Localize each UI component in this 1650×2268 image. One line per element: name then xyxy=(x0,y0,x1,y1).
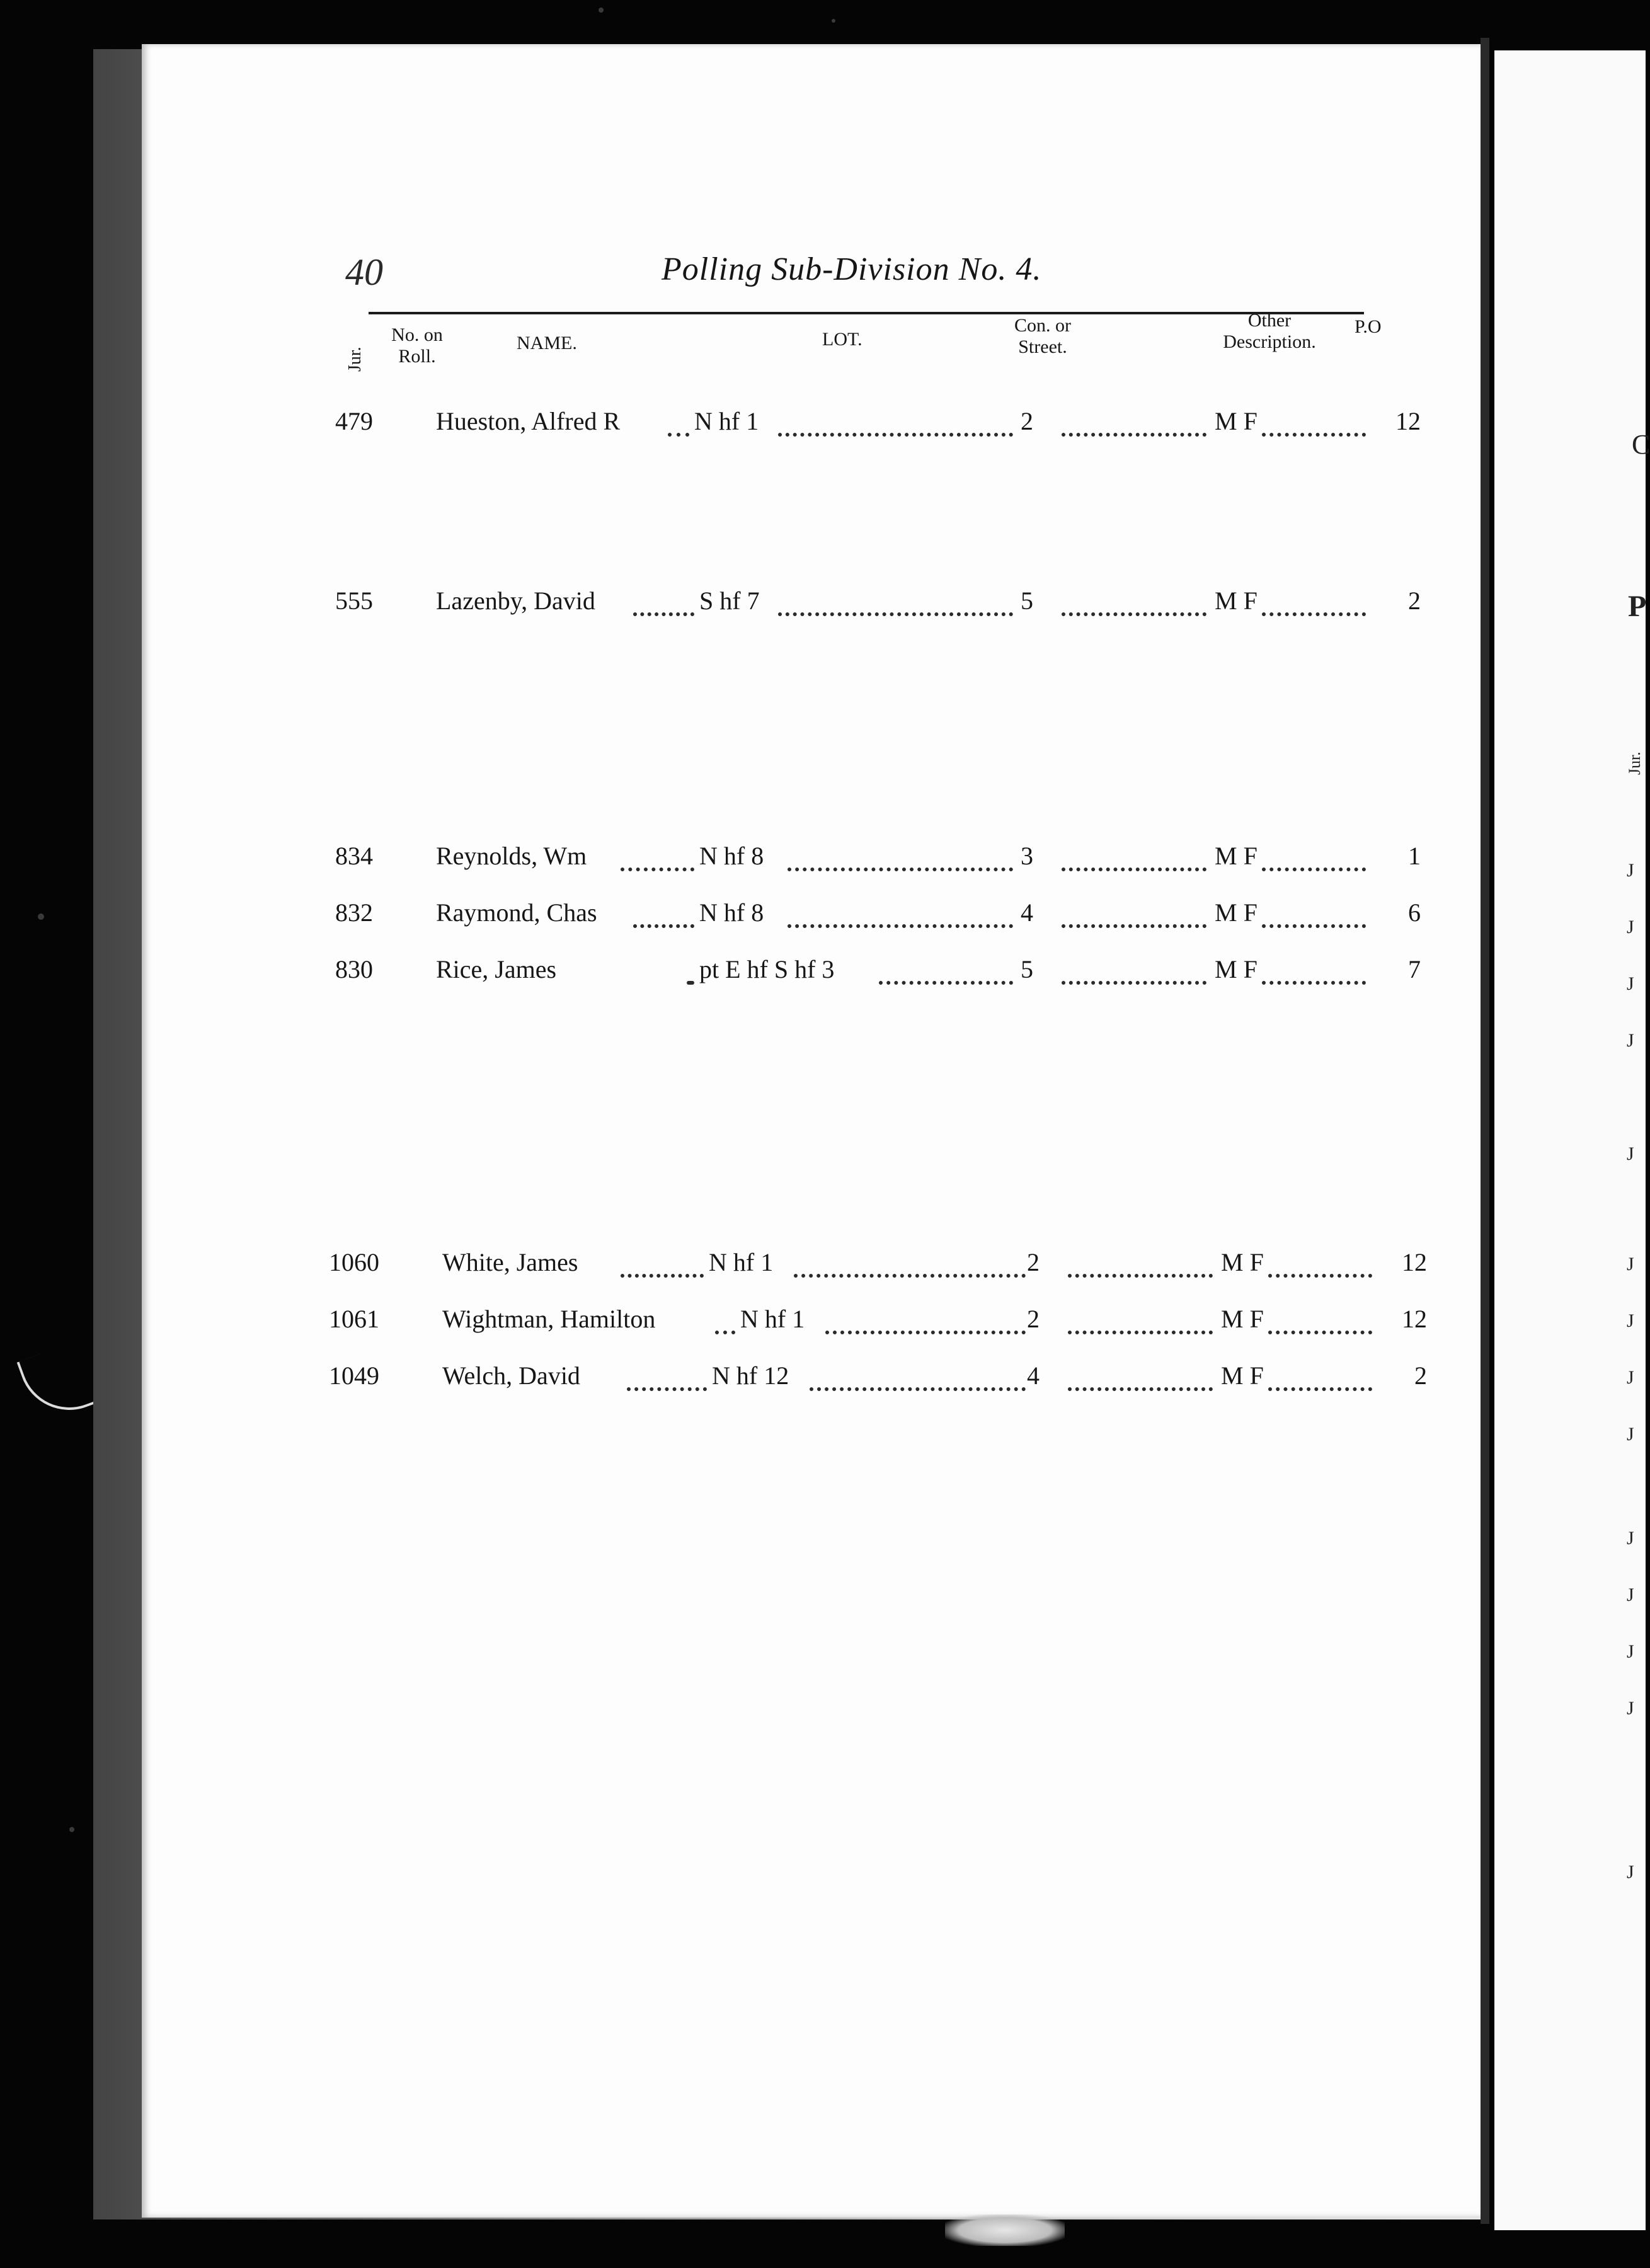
roll-number: 1061 xyxy=(329,1305,379,1333)
lot: N hf 8 xyxy=(699,842,764,870)
binding-smudge xyxy=(945,2214,1065,2246)
adjacent-page-letter: J xyxy=(1627,1584,1634,1605)
leader-dots xyxy=(879,981,1013,985)
other-description: M F xyxy=(1221,1361,1264,1390)
roll-number: 832 xyxy=(335,898,373,927)
voter-row xyxy=(0,406,1646,444)
leader-dots xyxy=(1268,1331,1372,1334)
post-office: 12 xyxy=(1402,1248,1427,1276)
leader-dots xyxy=(778,612,1013,616)
voter-name: Wightman, Hamilton xyxy=(442,1305,656,1333)
column-heading-roll-line1: No. on xyxy=(391,324,443,345)
lot: N hf 8 xyxy=(699,898,764,927)
voter-row xyxy=(0,841,1646,879)
column-heading-description-line1: Other xyxy=(1247,310,1292,331)
adjacent-page-letter: Jur. xyxy=(1625,752,1644,775)
column-heading-description xyxy=(1197,310,1342,353)
roll-number: 830 xyxy=(335,955,373,983)
leader-dots xyxy=(1062,433,1206,437)
leader-dots xyxy=(1062,981,1206,985)
leader-dots xyxy=(1262,433,1366,437)
leader-dots xyxy=(1262,612,1366,616)
other-description: M F xyxy=(1215,955,1258,983)
column-heading-con-line2: Street. xyxy=(1018,336,1067,357)
leader-dots xyxy=(1262,868,1366,871)
post-office: 12 xyxy=(1402,1305,1427,1333)
concession: 5 xyxy=(1021,955,1033,983)
page-gutter xyxy=(1481,38,1489,2224)
leader-dots xyxy=(1262,924,1366,928)
other-description: M F xyxy=(1215,407,1258,435)
voter-row xyxy=(0,1361,1646,1399)
concession: 2 xyxy=(1027,1305,1040,1333)
voter-row xyxy=(0,1304,1646,1342)
voter-row xyxy=(0,1247,1646,1285)
adjacent-page-letter: J xyxy=(1627,1030,1634,1051)
roll-number: 479 xyxy=(335,407,373,435)
voter-name: Hueston, Alfred R xyxy=(436,407,621,435)
leader-dots xyxy=(687,981,694,985)
leader-dots xyxy=(1062,868,1206,871)
leader-dots xyxy=(633,612,694,616)
lot: N hf 1 xyxy=(740,1305,805,1333)
column-heading-jur: Jur. xyxy=(345,346,365,372)
leader-dots xyxy=(810,1387,1026,1391)
leader-dots xyxy=(715,1331,735,1334)
roll-number: 1049 xyxy=(329,1361,379,1390)
other-description: M F xyxy=(1215,587,1258,615)
post-office: 2 xyxy=(1408,587,1421,615)
leader-dots xyxy=(668,433,689,437)
post-office: 6 xyxy=(1408,898,1421,927)
concession: 2 xyxy=(1021,407,1033,435)
adjacent-page-letter: P xyxy=(1628,590,1647,623)
adjacent-page-letter: J xyxy=(1627,1424,1634,1445)
post-office: 1 xyxy=(1408,842,1421,870)
roll-number: 555 xyxy=(335,587,373,615)
column-heading-roll xyxy=(373,324,461,367)
voter-row xyxy=(0,954,1646,992)
adjacent-page-letter: J xyxy=(1627,973,1634,994)
leader-dots xyxy=(1068,1274,1213,1278)
lot: N hf 12 xyxy=(712,1361,789,1390)
leader-dots xyxy=(825,1331,1026,1334)
scan-speck xyxy=(69,1827,74,1832)
column-heading-description-line2: Description. xyxy=(1223,331,1316,352)
other-description: M F xyxy=(1221,1248,1264,1276)
scan-speck xyxy=(599,8,604,13)
voter-name: Rice, James xyxy=(436,955,557,983)
concession: 2 xyxy=(1027,1248,1040,1276)
adjacent-page-letter: J xyxy=(1627,1641,1634,1662)
roll-number: 834 xyxy=(335,842,373,870)
leader-dots xyxy=(621,1274,704,1278)
leader-dots xyxy=(1068,1331,1213,1334)
adjacent-page-letter: J xyxy=(1627,1862,1634,1882)
other-description: M F xyxy=(1215,898,1258,927)
column-heading-con-line1: Con. or xyxy=(1014,315,1071,336)
concession: 4 xyxy=(1021,898,1033,927)
adjacent-page xyxy=(1494,50,1650,2230)
leader-dots xyxy=(1268,1274,1372,1278)
column-heading-name: NAME. xyxy=(517,333,577,353)
column-heading-po: P.O xyxy=(1355,316,1382,337)
adjacent-page-letter: J xyxy=(1627,860,1634,881)
adjacent-page-letter: J xyxy=(1627,917,1634,937)
leader-dots xyxy=(788,868,1013,871)
voter-name: Lazenby, David xyxy=(436,587,595,615)
post-office: 7 xyxy=(1408,955,1421,983)
post-office: 2 xyxy=(1414,1361,1427,1390)
running-head: Polling Sub-Division No. 4. xyxy=(662,251,1042,287)
voter-name: White, James xyxy=(442,1248,578,1276)
other-description: M F xyxy=(1215,842,1258,870)
concession: 4 xyxy=(1027,1361,1040,1390)
voter-name: Welch, David xyxy=(442,1361,580,1390)
adjacent-page-letter: C xyxy=(1632,429,1650,460)
page-number: 40 xyxy=(345,251,383,293)
concession: 3 xyxy=(1021,842,1033,870)
adjacent-page-letter: J xyxy=(1627,1367,1634,1388)
leader-dots xyxy=(788,924,1013,928)
leader-dots xyxy=(1262,981,1366,985)
document-page xyxy=(142,44,1484,2218)
other-description: M F xyxy=(1221,1305,1264,1333)
leader-dots xyxy=(621,868,694,871)
leader-dots xyxy=(1062,612,1206,616)
lot: pt E hf S hf 3 xyxy=(699,955,835,983)
lot: S hf 7 xyxy=(699,587,760,615)
voter-row xyxy=(0,898,1646,936)
roll-number: 1060 xyxy=(329,1248,379,1276)
lot: N hf 1 xyxy=(694,407,759,435)
adjacent-page-letter: J xyxy=(1627,1254,1634,1274)
concession: 5 xyxy=(1021,587,1033,615)
leader-dots xyxy=(778,433,1013,437)
voter-name: Reynolds, Wm xyxy=(436,842,587,870)
column-heading-con xyxy=(992,315,1093,358)
adjacent-page-letter: J xyxy=(1627,1310,1634,1331)
lot: N hf 1 xyxy=(709,1248,774,1276)
column-heading-roll-line2: Roll. xyxy=(398,346,436,367)
leader-dots xyxy=(627,1387,707,1391)
adjacent-page-letter: J xyxy=(1627,1528,1634,1549)
leader-dots xyxy=(794,1274,1026,1278)
leader-dots xyxy=(633,924,694,928)
leader-dots xyxy=(1268,1387,1372,1391)
post-office: 12 xyxy=(1395,407,1421,435)
scan-speck xyxy=(832,19,835,23)
adjacent-page-letter: J xyxy=(1627,1698,1634,1719)
leader-dots xyxy=(1062,924,1206,928)
adjacent-page-letter: J xyxy=(1627,1143,1634,1164)
leader-dots xyxy=(1068,1387,1213,1391)
voter-row xyxy=(0,586,1646,624)
column-heading-lot: LOT. xyxy=(822,329,862,350)
voter-name: Raymond, Chas xyxy=(436,898,597,927)
